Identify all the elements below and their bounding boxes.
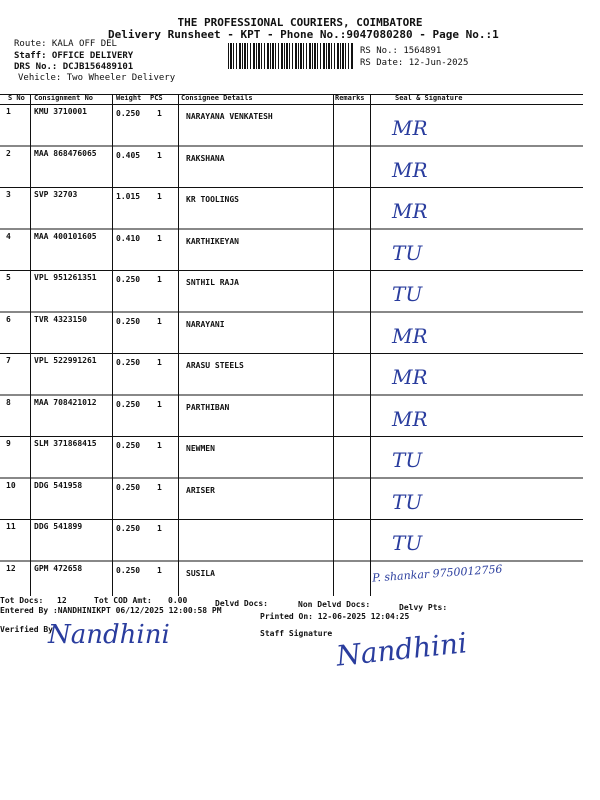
row-consignee: NARAYANA VENKATESH [186,112,273,121]
row-sno: 7 [6,356,11,365]
row-signature: MR [392,199,428,223]
row-consignee: SUSILA [186,568,215,578]
company-name: THE PROFESSIONAL COURIERS, COIMBATORE [177,16,423,29]
row-sno: 9 [6,439,11,448]
col-sno: S No [8,94,25,102]
row-signature: P. shankar 9750012756 [371,562,503,585]
row-consignment: MAA 868476065 [34,148,97,158]
row-pcs: 1 [157,150,162,160]
row-weight: 1.015 [116,192,141,201]
tot-cod: 0.00 [168,596,188,605]
printed-on: Printed On: 12-06-2025 12:04:25 [260,612,410,621]
row-consignee: ARISER [186,485,215,495]
row-consignment: TVR 4323150 [34,314,87,324]
rs-number: RS No.: 1564891 [360,46,442,56]
row-weight: 0.250 [116,482,141,492]
row-sno: 12 [6,563,16,573]
row-sno: 10 [6,480,16,490]
row-weight: 0.250 [116,565,141,575]
row-sno: 4 [6,231,11,241]
delvd-docs: Delvd Docs: [215,599,268,608]
staff-signature-label: Staff Signature [260,629,333,638]
tot-docs: 12 [57,596,67,605]
row-signature: MR [392,116,428,140]
verified-by: Verified By [0,625,53,634]
row-consignee: SNTHIL RAJA [186,278,239,287]
row-consignment: MAA 400101605 [34,231,97,241]
row-signature: TU [392,282,423,306]
row-consignee: NARAYANI [186,319,225,329]
row-sno: 1 [6,107,11,116]
row-sno: 11 [6,522,16,531]
row-weight: 0.250 [116,358,141,367]
col-remarks: Remarks [335,94,365,102]
row-sno: 6 [6,314,11,324]
row-signature: MR [392,365,428,389]
tot-cod-label: Tot COD Amt: [94,596,152,605]
row-consignee: KARTHIKEYAN [186,236,239,246]
route: Route: KALA OFF DEL [14,39,117,49]
tot-docs-label: Tot Docs: [0,596,44,605]
table-lines [0,94,583,596]
col-seal: Seal & Signature [395,94,463,102]
row-pcs: 1 [157,399,162,409]
row-consignment: SVP 32703 [34,190,78,199]
row-consignment: DDG 541899 [34,522,83,531]
row-signature: TU [392,531,423,555]
row-pcs: 1 [157,565,162,575]
runsheet-title: Delivery Runsheet - KPT - Phone No.:9047080280 - Page No.:1 [108,28,499,41]
row-pcs: 1 [157,358,162,367]
row-weight: 0.250 [116,316,141,326]
row-weight: 0.250 [116,399,141,409]
col-consignment: Consignment No [34,94,94,102]
row-signature: TU [392,489,423,514]
row-pcs: 1 [157,233,162,243]
non-delvd-docs: Non Delvd Docs: [298,600,371,609]
row-pcs: 1 [157,482,162,492]
runsheet-table [0,94,583,596]
row-weight: 0.250 [116,109,141,118]
staff-signature: Nandhini [334,626,469,673]
entered-by: Entered By :NANDHINIKPT 06/12/2025 12:00:58 PM [0,606,222,615]
vehicle: Vehicle: Two Wheeler Delivery [18,73,176,83]
row-sno: 8 [6,397,11,407]
row-consignee: KR TOOLINGS [186,195,239,204]
rs-date: RS Date: 12-Jun-2025 [360,58,469,68]
row-pcs: 1 [157,275,162,284]
row-signature: MR [392,406,428,431]
row-sno: 5 [6,273,11,282]
row-consignee: ARASU STEELS [186,361,244,370]
barcode [228,43,354,69]
row-pcs: 1 [157,441,162,450]
row-consignment: MAA 708421012 [34,397,97,407]
row-consignment: KMU 3710001 [34,107,87,116]
row-consignee: NEWMEN [186,444,215,453]
verified-signature: Nandhini [48,620,170,650]
col-weight: Weight [116,94,142,102]
staff: Staff: OFFICE DELIVERY [14,51,134,61]
row-weight: 0.250 [116,441,141,450]
row-weight: 0.250 [116,524,141,533]
col-pcs: PCS [150,94,163,102]
col-consignee: Consignee Details [181,94,253,102]
row-pcs: 1 [157,109,162,118]
row-pcs: 1 [157,524,162,533]
drs-number: DRS No.: DCJB156489101 [14,62,134,72]
row-pcs: 1 [157,192,162,201]
row-sno: 2 [6,148,11,158]
row-consignment: GPM 472658 [34,563,83,573]
row-signature: MR [392,157,428,182]
row-consignment: VPL 522991261 [34,356,97,365]
row-consignment: SLM 371868415 [34,439,97,448]
row-sno: 3 [6,190,11,199]
row-consignee: RAKSHANA [186,153,225,163]
row-pcs: 1 [157,316,162,326]
delvy-pts: Delvy Pts: [399,603,448,612]
row-weight: 0.405 [116,150,141,160]
row-signature: TU [392,448,423,472]
row-signature: MR [392,323,428,348]
row-signature: TU [392,240,423,265]
row-consignment: DDG 541958 [34,480,83,490]
row-weight: 0.410 [116,233,141,243]
row-consignee: PARTHIBAN [186,402,230,412]
row-weight: 0.250 [116,275,141,284]
row-consignment: VPL 951261351 [34,273,97,282]
